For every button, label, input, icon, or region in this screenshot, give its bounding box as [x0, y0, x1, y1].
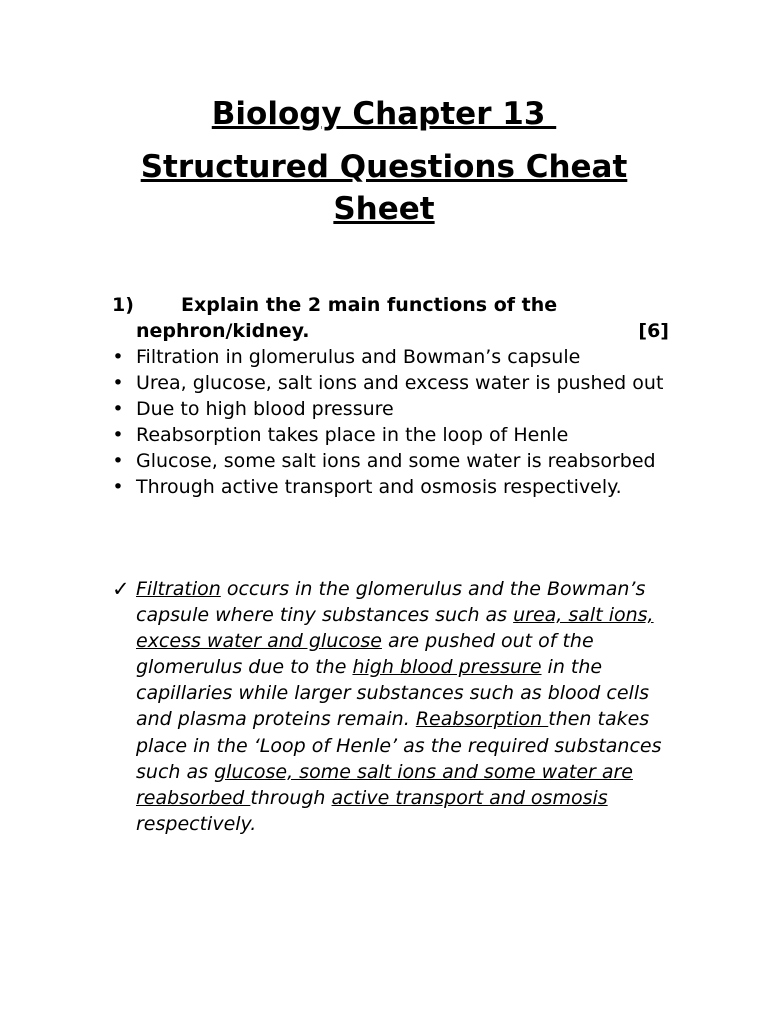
bullet-text: Due to high blood pressure	[136, 398, 394, 420]
answer-segment: glucose, some salt ions and some water are reabsorbed	[136, 760, 633, 809]
question-row-2	[112, 318, 672, 344]
checkmark-icon: ✓	[112, 577, 130, 601]
question-1	[112, 292, 672, 344]
bullet-text: Glucose, some salt ions and some water is reabsorbed	[136, 450, 656, 472]
question-text-line-2: nephron/kidney.	[136, 320, 310, 342]
bullet-text: Through active transport and osmosis respectively.	[136, 476, 622, 498]
question-marks: [6]	[638, 320, 669, 342]
bullet-icon: •	[112, 450, 124, 472]
bullet-icon: •	[112, 424, 124, 446]
answer-segment: are pushed out of the glomerulus due to the	[136, 630, 594, 679]
title-line-2-text: Structured Questions Cheat Sheet	[140, 149, 628, 227]
title-line-1: Biology Chapter 13	[211, 96, 557, 132]
model-answer	[112, 576, 678, 837]
bullet-text: Filtration in glomerulus and Bowman’s capsule	[136, 346, 581, 368]
bullet-icon: •	[112, 398, 124, 420]
answer-segment: active transport and osmosis	[331, 786, 608, 809]
bullet-icon: •	[112, 346, 124, 368]
title-line-2	[110, 146, 658, 230]
answer-segment: respectively.	[136, 812, 257, 835]
answer-segment: Reabsorption	[415, 708, 549, 731]
bullet-item	[112, 448, 672, 474]
bullet-item	[112, 396, 672, 422]
answer-segment: through	[250, 786, 332, 809]
answer-segment: high blood pressure	[352, 656, 542, 679]
answer-segment: in the capillaries while larger substances such as blood cells and plasma proteins remain.	[136, 656, 649, 731]
answer-segment: Filtration	[136, 578, 221, 600]
answer-bullet-list	[112, 344, 672, 500]
question-row-1	[112, 292, 672, 318]
bullet-item	[112, 344, 672, 370]
bullet-icon: •	[112, 372, 124, 394]
model-answer-text	[136, 576, 678, 837]
bullet-item	[112, 422, 672, 448]
bullet-text: Urea, glucose, salt ions and excess water is pushed out	[136, 372, 664, 394]
bullet-item	[112, 474, 672, 500]
answer-segment: then takes place in the ‘Loop of Henle’ as the required substances such as	[136, 708, 662, 783]
bullet-text: Reabsorption takes place in the loop of Henle	[136, 424, 569, 446]
bullet-icon: •	[112, 476, 124, 498]
question-text-line-1: Explain the 2 main functions of the	[181, 294, 558, 316]
answer-segment: occurs in the glomerulus and the Bowman’s capsule where tiny substances such as	[136, 578, 646, 627]
bullet-item	[112, 370, 672, 396]
question-number: 1)	[112, 294, 134, 316]
answer-segment: urea, salt ions, excess water and glucose	[136, 604, 654, 653]
